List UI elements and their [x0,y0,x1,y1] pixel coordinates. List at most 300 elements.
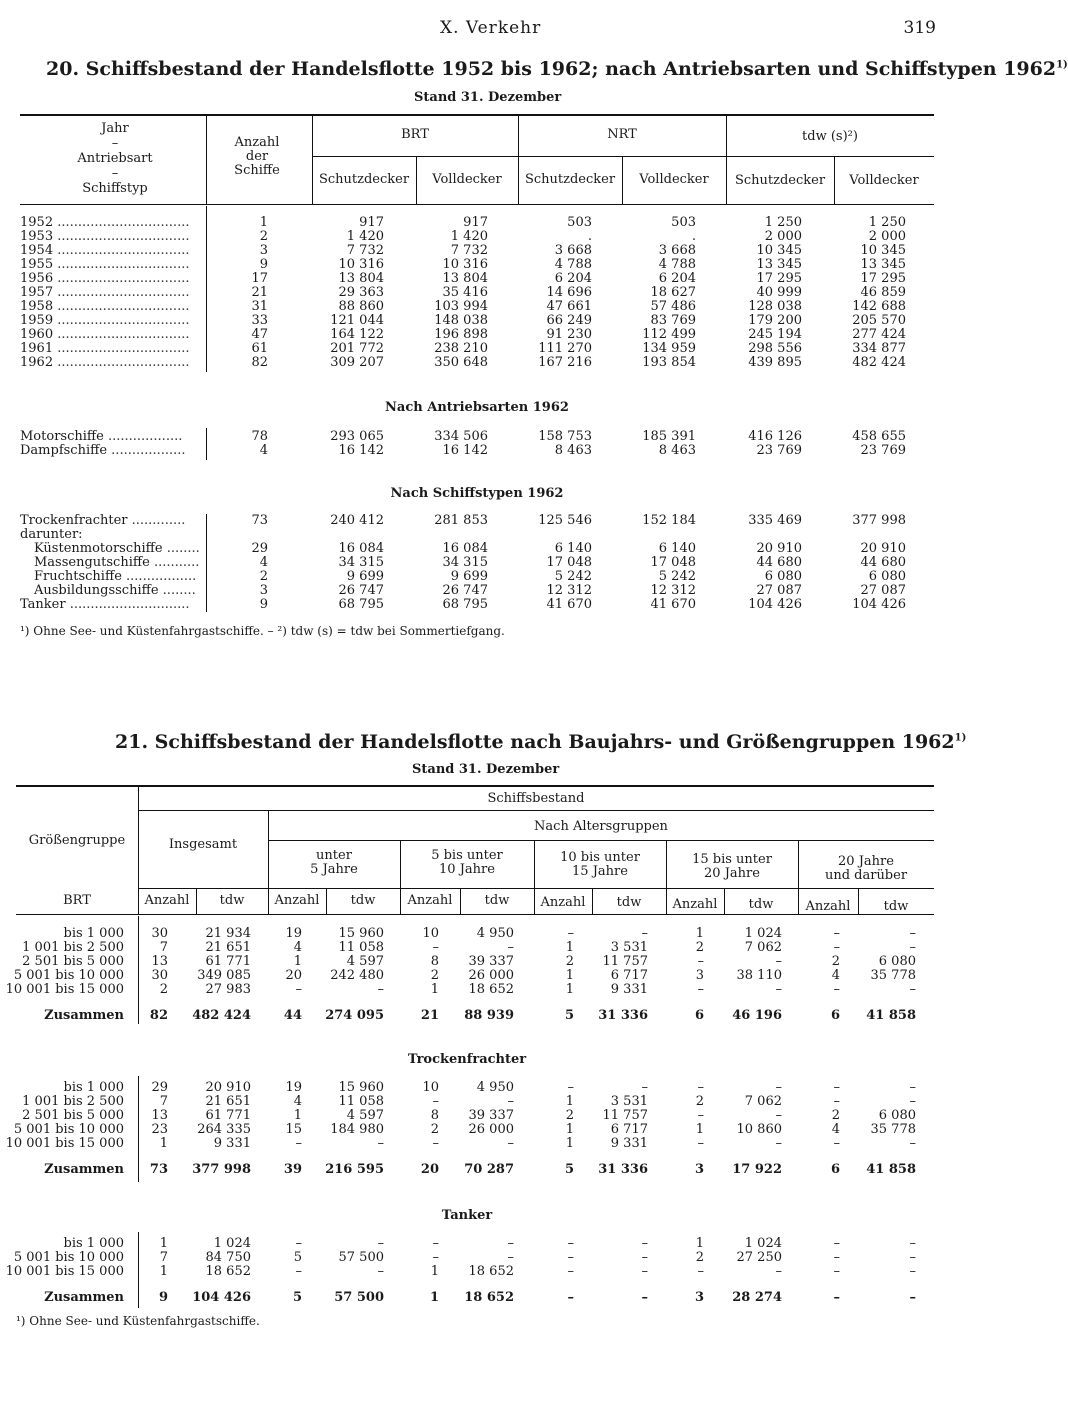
table-21-sub-tdw: tdw [219,893,245,908]
cell-value: – [507,1250,514,1265]
cell-value: 82 [251,355,268,370]
leader-dots: ............................. [65,597,190,612]
cell-value: 17 048 [650,555,696,570]
cell-value: 1 [565,1094,574,1109]
row-label [20,258,189,272]
cell-value: 2 [430,968,439,983]
table-21-sub-tdw: tdw [748,897,774,912]
cell-value: 68 795 [442,597,488,612]
leader-dots: ........ [158,583,196,598]
cell-value: 3 668 [658,243,696,258]
cell-value: 2 [259,569,268,584]
cell-value: 10 001 bis 15 000 [5,1136,124,1151]
total-value: – [833,1290,840,1305]
cell-value: 10 [422,1080,439,1095]
table-20-title-footnote-mark: 1) [1056,59,1068,71]
cell-value: 104 426 [852,597,906,612]
total-label: Zusammen [44,1162,124,1177]
cell-value: 4 597 [346,1108,384,1123]
cell-value: 11 058 [338,940,384,955]
cell-value: – [641,1264,648,1279]
row-label-text: 1961 [20,341,54,356]
cell-value: 17 [251,271,268,286]
cell-value: – [377,1236,384,1251]
cell-value: 8 [430,1108,439,1123]
table-21-header-rule [16,914,934,915]
cell-value: 4 [293,1094,302,1109]
row-label-text: Massengutschiffe [34,555,150,570]
cell-value: 1 [293,954,302,969]
cell-value: 1 [695,1122,704,1137]
table-20-subhead: Volldecker [639,172,709,187]
total-value: 3 [694,1162,704,1177]
leader-dots: ................................ [53,285,190,300]
cell-value: – [697,954,704,969]
table-21-age-group: 10 bis unter 15 Jahre [560,850,640,879]
cell-value: 205 570 [852,313,906,328]
cell-value: – [641,1250,648,1265]
cell-value: 3 531 [610,1094,648,1109]
cell-value: 416 126 [748,429,802,444]
cell-value: 16 084 [442,541,488,556]
cell-value: 1 [430,1264,439,1279]
cell-value: 238 210 [434,341,488,356]
cell-value: 31 [251,299,268,314]
cell-value: 2 [695,1250,704,1265]
cell-value: 46 859 [860,285,906,300]
cell-value: 27 087 [756,583,802,598]
table-row [16,927,934,941]
cell-value: 30 [151,926,168,941]
cell-value: 8 463 [658,443,696,458]
table-21-sub-tdw: tdw [484,893,510,908]
row-label-text: 1953 [20,229,54,244]
section-title: X. Verkehr [440,18,542,38]
table-row [20,356,934,370]
table-20-top-rule [20,114,934,116]
cell-value: 9 699 [346,569,384,584]
cell-value: 334 506 [434,429,488,444]
table-row [20,230,934,244]
cell-value: 4 597 [346,954,384,969]
total-value: 31 336 [598,1162,648,1177]
cell-value: – [697,1136,704,1151]
leader-dots: ................................ [53,327,190,342]
cell-value: 201 772 [330,341,384,356]
cell-value: – [295,1264,302,1279]
table-20-group-tdw: tdw (s)²) [802,129,858,144]
cell-value: 1 [259,215,268,230]
table-21-age-group: unter 5 Jahre [310,848,358,877]
cell-value: – [833,1094,840,1109]
row-label-text: Motorschiffe [20,429,104,444]
row-label [20,598,190,612]
cell-value: 1 [695,926,704,941]
leader-dots: ................................ [53,271,190,286]
table-row [20,584,934,598]
table-20-subhead: Volldecker [432,172,502,187]
cell-value: 5 001 bis 10 000 [13,1250,124,1265]
cell-value: 13 804 [442,271,488,286]
cell-value: – [909,1264,916,1279]
cell-value: 350 648 [434,355,488,370]
table-20-group-rule [312,156,934,157]
cell-value: 309 207 [330,355,384,370]
cell-value: 30 [151,968,168,983]
total-value: 21 [420,1008,439,1023]
cell-value: 917 [463,215,488,230]
cell-value: 13 345 [860,257,906,272]
table-21-tanker-body [5,1236,934,1305]
table-21-sub-anzahl: Anzahl [144,893,190,908]
cell-value: 15 960 [338,1080,384,1095]
table-row [20,570,934,584]
table-21-age-group: 20 Jahre und darüber [824,854,908,883]
cell-value: 4 950 [476,926,514,941]
cell-value: 10 316 [442,257,488,272]
leader-dots: ................................ [53,243,190,258]
cell-value: 12 312 [546,583,592,598]
total-value: 70 287 [464,1162,514,1177]
cell-value: 134 959 [642,341,696,356]
total-value: 5 [564,1008,574,1023]
table-row [13,968,934,983]
cell-value: 39 337 [468,954,514,969]
cell-value: – [909,1136,916,1151]
cell-value: 13 345 [756,257,802,272]
cell-value: bis 1 000 [63,1236,124,1251]
table-20-antrieb-heading: Nach Antriebsarten 1962 [385,400,569,415]
cell-value: 34 315 [442,555,488,570]
cell-value: 104 426 [748,597,802,612]
cell-value: 16 142 [338,443,384,458]
leader-dots: ................................ [53,299,190,314]
cell-value: 1 [159,1136,168,1151]
table-row [20,314,934,328]
cell-value: 193 854 [642,355,696,370]
cell-value: 7 [159,1250,168,1265]
total-value: – [909,1290,916,1305]
cell-value: 1 001 bis 2 500 [22,1094,124,1109]
cell-value: – [833,926,840,941]
cell-value: – [909,1094,916,1109]
row-label [34,584,196,598]
cell-value: 277 424 [852,327,906,342]
table-row [20,556,934,570]
cell-value: 12 312 [650,583,696,598]
row-label [20,314,189,328]
cell-value: 35 778 [870,968,916,983]
cell-value: – [909,1080,916,1095]
row-label-text: 1952 [20,215,54,230]
cell-value: 377 998 [852,513,906,528]
cell-value: 148 038 [434,313,488,328]
total-row [16,1163,934,1177]
cell-value: 1 001 bis 2 500 [22,940,124,955]
cell-value: 34 315 [338,555,384,570]
cell-value: 1 [565,1136,574,1151]
table-21-sub-anzahl: Anzahl [672,897,718,912]
row-label [20,286,189,300]
row-label-text: 1958 [20,299,54,314]
cell-value: – [833,1080,840,1095]
row-label [20,272,189,286]
cell-value: 4 788 [554,257,592,272]
cell-value: 21 [251,285,268,300]
cell-value: – [775,1080,782,1095]
row-label [20,342,189,356]
total-value: 57 500 [334,1290,384,1305]
table-21-title [115,731,966,753]
cell-value: – [432,1136,439,1151]
table-row [20,258,934,272]
total-row [16,1009,934,1023]
row-label [20,514,185,528]
table-20-subhead: Volldecker [849,173,919,188]
cell-value: – [432,1250,439,1265]
cell-value: 2 [565,1108,574,1123]
cell-value: 6 204 [554,271,592,286]
cell-value: 6 080 [764,569,802,584]
stub-header-line: – [111,166,119,181]
table-row [20,216,934,230]
cell-value: – [833,1236,840,1251]
cell-value: 1 420 [450,229,488,244]
cell-value: 23 769 [860,443,906,458]
cell-value: 7 732 [346,243,384,258]
cell-value: – [909,982,916,997]
total-row [16,1291,934,1305]
total-value: 6 [694,1008,704,1023]
cell-value: 21 651 [205,940,251,955]
total-value: 88 939 [464,1008,514,1023]
leader-dots: ........ [162,541,200,556]
cell-value: – [507,1136,514,1151]
cell-value: 128 038 [748,299,802,314]
table-20-typen-heading: Nach Schiffstypen 1962 [390,486,564,501]
cell-value: 2 [831,1108,840,1123]
cell-value: 4 [259,443,268,458]
cell-value: 5 001 bis 10 000 [13,1122,124,1137]
cell-value: 439 895 [748,355,802,370]
cell-value: 240 412 [330,513,384,528]
cell-value: 1 024 [213,1236,251,1251]
cell-value: 84 750 [205,1250,251,1265]
table-21-title-text: 21. Schiffsbestand der Handelsflotte nach Baujahrs- und Größengruppen 1962 [115,731,955,753]
cell-value: – [377,1136,384,1151]
cell-value: 917 [359,215,384,230]
total-value: – [641,1290,648,1305]
table-row [20,300,934,314]
table-row [20,598,934,612]
cell-value: – [641,1080,648,1095]
cell-value: 18 627 [650,285,696,300]
cell-value: 18 652 [468,1264,514,1279]
cell-value: 281 853 [434,513,488,528]
cell-value: 73 [251,513,268,528]
cell-value: 3 [259,583,268,598]
cell-value: 20 [285,968,302,983]
cell-value: 10 001 bis 15 000 [5,982,124,997]
table-20-header-divider [206,114,207,204]
cell-value: 6 204 [658,271,696,286]
table-21-sub-anzahl: Anzahl [274,893,320,908]
table-row [20,444,934,458]
cell-value: – [377,1264,384,1279]
table-21-sub-tdw: tdw [350,893,376,908]
cell-value: 27 250 [736,1250,782,1265]
cell-value: 2 [695,1094,704,1109]
row-label [34,570,196,584]
cell-value: 21 651 [205,1094,251,1109]
total-value: 44 [283,1008,302,1023]
table-21-sub-tdw: tdw [883,899,909,914]
cell-value: 1 [293,1108,302,1123]
cell-value: 7 [159,1094,168,1109]
cell-value: 121 044 [330,313,384,328]
total-value: 20 [420,1162,439,1177]
table-21-alters-heading: Nach Altersgruppen [534,819,668,834]
table-21-trocken-heading: Trockenfrachter [407,1052,527,1067]
cell-value: – [507,1094,514,1109]
stub-header-line: Jahr [101,121,129,136]
cell-value: 1 [565,968,574,983]
table-21-stub-unit: BRT [63,893,91,908]
row-label [20,444,186,458]
cell-value: – [775,1108,782,1123]
table-20-antrieb-body [20,430,934,458]
cell-value: 4 [293,940,302,955]
cell-value: 152 184 [642,513,696,528]
cell-value: 16 084 [338,541,384,556]
table-21-rule [268,840,934,841]
total-value: 5 [292,1290,302,1305]
cell-value: 17 295 [860,271,906,286]
cell-value: – [833,1250,840,1265]
leader-dots: ........... [149,555,200,570]
table-21-age-group: 5 bis unter 10 Jahre [431,848,503,877]
total-value: 482 424 [192,1008,251,1023]
cell-value: 112 499 [642,327,696,342]
cell-value: 503 [567,215,592,230]
cell-value: 29 [251,541,268,556]
table-row [20,430,934,444]
cell-value: 125 546 [538,513,592,528]
cell-value: 26 747 [338,583,384,598]
row-label-text: 1955 [20,257,54,272]
leader-dots: ................................ [53,257,190,272]
cell-value: . [587,229,592,244]
cell-value: 20 910 [756,541,802,556]
cell-value: 10 [422,926,439,941]
cell-value: 5 242 [554,569,592,584]
leader-dots: ................................ [53,355,190,370]
table-20-title [46,58,1068,80]
table-21-all-body [5,926,934,1023]
cell-value: 35 416 [442,285,488,300]
cell-value: 1 [565,1122,574,1137]
table-20-group-brt: BRT [401,127,429,142]
row-label-text: 1959 [20,313,54,328]
cell-value: – [909,926,916,941]
cell-value: 17 048 [546,555,592,570]
cell-value: 167 216 [538,355,592,370]
cell-value: – [432,1236,439,1251]
cell-value: 2 [159,982,168,997]
cell-value: – [507,940,514,955]
total-value: 46 196 [732,1008,782,1023]
cell-value: – [775,982,782,997]
cell-value: 13 [151,1108,168,1123]
cell-value: – [432,940,439,955]
cell-value: – [833,1136,840,1151]
cell-value: 40 999 [756,285,802,300]
table-21-insgesamt-heading: Insgesamt [168,837,238,852]
cell-value: – [697,1264,704,1279]
total-value: 31 336 [598,1008,648,1023]
cell-value: 1 [159,1236,168,1251]
cell-value: 4 [831,968,840,983]
cell-value: 103 994 [434,299,488,314]
cell-value: 3 668 [554,243,592,258]
table-20-subhead: Schutzdecker [734,173,826,188]
cell-value: 44 680 [756,555,802,570]
cell-value: 27 087 [860,583,906,598]
table-21-rule [138,888,934,889]
cell-value: 7 062 [744,1094,782,1109]
cell-value: 88 860 [338,299,384,314]
cell-value: – [833,940,840,955]
row-label-text: Fruchtschiffe [34,569,122,584]
cell-value: 41 670 [650,597,696,612]
cell-value: 4 [831,1122,840,1137]
table-20-subhead: Schutzdecker [524,172,616,187]
cell-value: 142 688 [852,299,906,314]
cell-value: 2 [565,954,574,969]
cell-value: – [567,1264,574,1279]
cell-value: 9 331 [610,982,648,997]
cell-value: 245 194 [748,327,802,342]
cell-value: 27 983 [205,982,251,997]
table-row [16,1237,934,1251]
row-label [20,300,189,314]
cell-value: 6 080 [868,569,906,584]
cell-value: 111 270 [538,341,592,356]
table-21-sub-anzahl: Anzahl [407,893,453,908]
cell-value: 7 732 [450,243,488,258]
table-21-title-footnote-mark: 1) [954,732,967,744]
cell-value: 185 391 [642,429,696,444]
cell-value: 2 501 bis 5 000 [22,954,124,969]
cell-value: bis 1 000 [63,926,124,941]
cell-value: – [909,1236,916,1251]
table-row [5,1264,934,1279]
cell-value: 26 747 [442,583,488,598]
cell-value: 41 670 [546,597,592,612]
leader-dots: ................................ [53,229,190,244]
cell-value: 6 080 [878,954,916,969]
row-label [20,244,189,258]
cell-value: – [833,982,840,997]
table-row [5,982,934,997]
cell-value: 61 771 [205,1108,251,1123]
cell-value: 293 065 [330,429,384,444]
row-label [20,356,189,370]
row-label-text: 1962 [20,355,54,370]
cell-value: – [697,982,704,997]
cell-value: 6 140 [658,541,696,556]
cell-value: 26 000 [468,968,514,983]
